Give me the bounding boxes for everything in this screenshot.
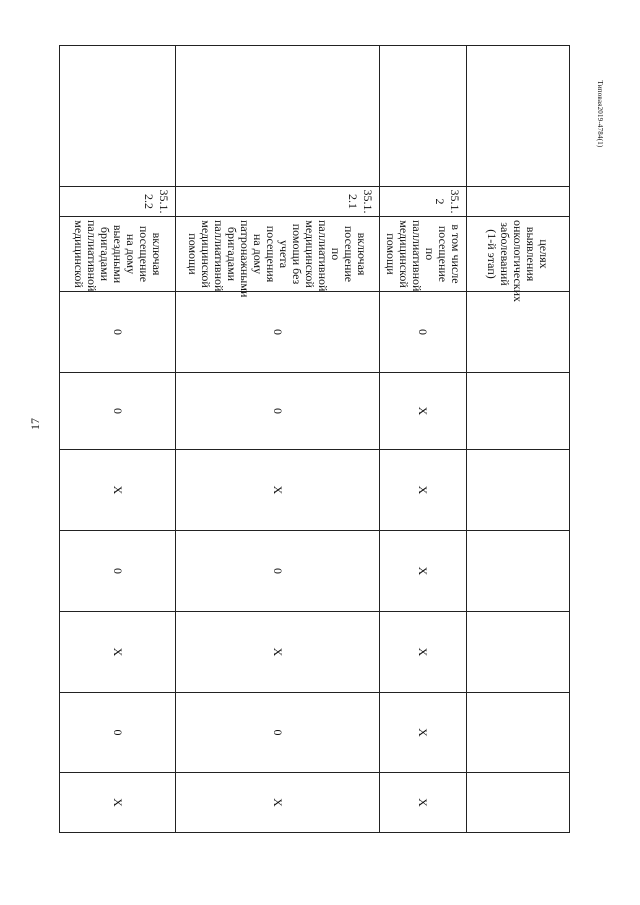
table-row — [176, 46, 380, 833]
value-cell — [467, 612, 570, 693]
empty-cell — [467, 46, 570, 187]
value-cell — [467, 292, 570, 373]
data-table — [59, 45, 570, 833]
value-cell: Х — [176, 612, 380, 693]
page-number: 17 — [28, 418, 42, 430]
value-cell: Х — [60, 773, 176, 833]
value-cell: Х — [176, 450, 380, 531]
row-description: целях выявления онкологических заболеваний (1-й этап) — [467, 217, 570, 292]
value-cell: Х — [380, 373, 467, 450]
rotated-table-wrapper — [60, 45, 570, 832]
value-cell: Х — [380, 693, 467, 773]
table-row — [60, 46, 176, 833]
row-description: включая посещение по паллиативной медицинской помощи без учета посещения на дому патронажными бригадами паллиативной медицинской помощи — [176, 217, 380, 292]
value-cell: 0 — [60, 292, 176, 373]
row-description: включая посещение на дому выездными бригадами паллиативной медицинской — [60, 217, 176, 292]
value-cell: 0 — [60, 531, 176, 612]
value-cell: 0 — [60, 373, 176, 450]
value-cell: 0 — [176, 373, 380, 450]
value-cell — [467, 773, 570, 833]
document-id: Типовая2019-4784(1) — [596, 80, 604, 148]
empty-cell — [60, 46, 176, 187]
value-cell: 0 — [176, 531, 380, 612]
row-code: 35.1.2.1 — [176, 187, 380, 217]
row-code: 35.1.2 — [380, 187, 467, 217]
value-cell — [467, 373, 570, 450]
empty-cell — [380, 46, 467, 187]
table-row — [380, 46, 467, 833]
value-cell: 0 — [176, 693, 380, 773]
value-cell: Х — [380, 612, 467, 693]
value-cell: Х — [380, 531, 467, 612]
value-cell: Х — [380, 773, 467, 833]
value-cell: Х — [176, 773, 380, 833]
value-cell: 0 — [60, 693, 176, 773]
row-description: в том числе посещение по паллиативной медицинской помощи — [380, 217, 467, 292]
value-cell — [467, 531, 570, 612]
value-cell: Х — [380, 450, 467, 531]
value-cell: Х — [60, 612, 176, 693]
table-region — [60, 45, 570, 832]
value-cell: 0 — [380, 292, 467, 373]
value-cell: Х — [60, 450, 176, 531]
value-cell: 0 — [176, 292, 380, 373]
empty-cell — [176, 46, 380, 187]
value-cell — [467, 693, 570, 773]
row-code: 35.1.2.2 — [60, 187, 176, 217]
table-row — [467, 46, 570, 833]
row-code — [467, 187, 570, 217]
value-cell — [467, 450, 570, 531]
